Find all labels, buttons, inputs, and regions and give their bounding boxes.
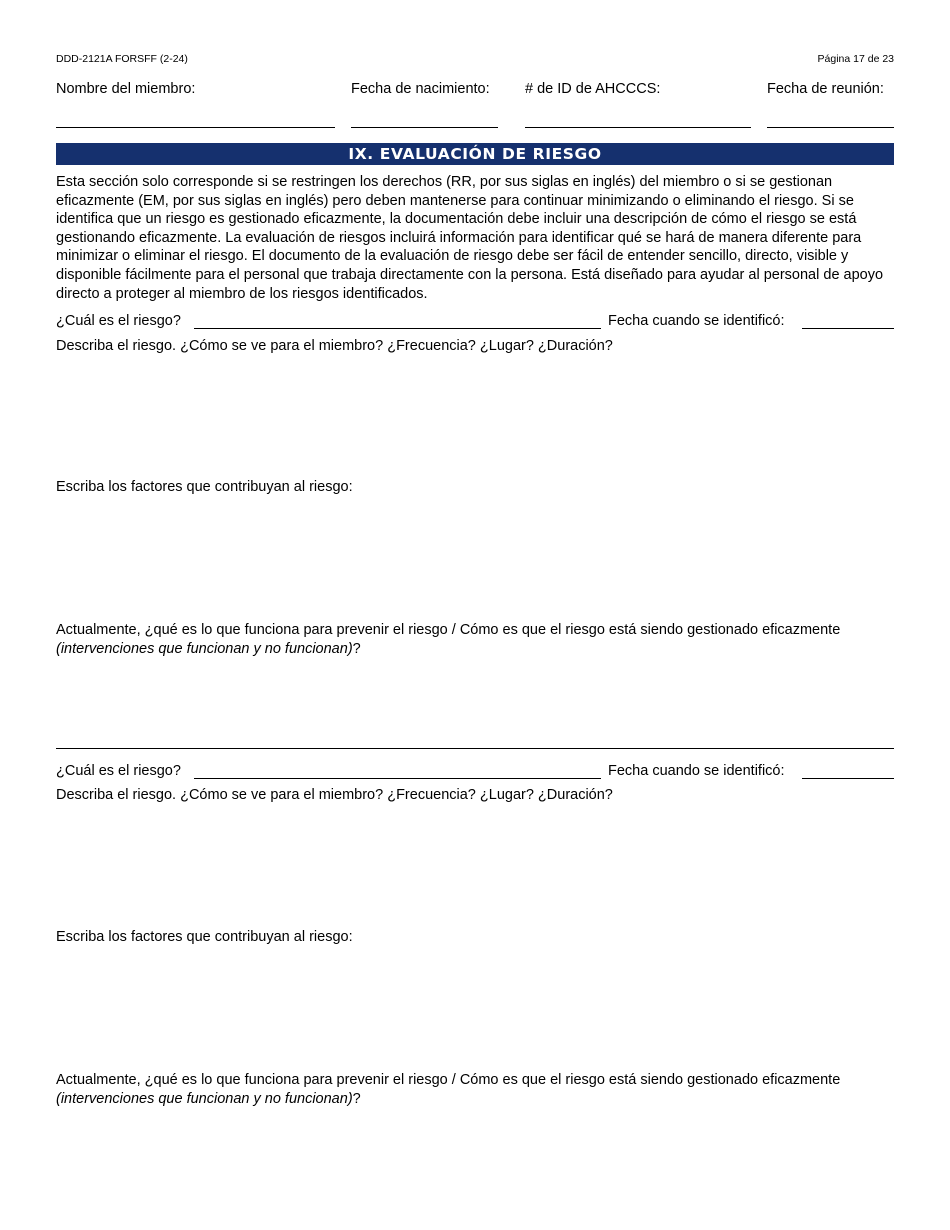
risk-date-field[interactable] bbox=[802, 328, 894, 329]
form-code: DDD-2121A FORSFF (2-24) bbox=[56, 53, 188, 65]
section-intro: Esta sección solo corresponde si se restringen los derechos (RR, por sus siglas en inglés) del miembro o si se gestionan eficazmente (EM, por sus siglas en inglés) pero deben mantenerse para continuar minimizando o eliminando el riesgo. Si se identifica que un riesgo es gestionado eficazmente, la documentación debe incluir una descripción de cómo el riesgo se está gestionando eficazmente. La evaluación de riesgos incluirá información para identificar qué se hará de manera diferente para minimizar o eliminar el riesgo. El documento de la evaluación de riesgo debe ser fácil de entender sencillo, directo, visible y disponible fácilmente para el personal que trabaja directamente con la persona. Está diseñado para ayudar al personal de apoyo directo a proteger al miembro de los riesgos identificados. bbox=[56, 174, 884, 302]
describe-risk-label: Describa el riesgo. ¿Cómo se ve para el miembro? ¿Frecuencia? ¿Lugar? ¿Duración? bbox=[56, 338, 613, 354]
risk-field[interactable] bbox=[194, 328, 601, 329]
prevention-question-note: (intervenciones que funcionan y no funcionan) bbox=[56, 640, 353, 657]
describe-risk-field[interactable] bbox=[56, 360, 894, 475]
birth-date-label: Fecha de nacimiento: bbox=[351, 81, 490, 97]
factors-field[interactable] bbox=[56, 950, 894, 1065]
prevention-question bbox=[56, 1071, 906, 1108]
factors-label: Escriba los factores que contribuyan al riesgo: bbox=[56, 929, 353, 945]
risk-date-field[interactable] bbox=[802, 778, 894, 779]
prevention-field[interactable] bbox=[56, 1112, 894, 1202]
risk-date-label: Fecha cuando se identificó: bbox=[608, 313, 785, 329]
meeting-date-field[interactable] bbox=[767, 127, 894, 128]
prevention-question-mark: ? bbox=[352, 640, 361, 657]
section-title: IX. EVALUACIÓN DE RIESGO bbox=[56, 143, 894, 165]
factors-field[interactable] bbox=[56, 500, 894, 615]
factors-label: Escriba los factores que contribuyan al riesgo: bbox=[56, 479, 353, 495]
risk-question-label: ¿Cuál es el riesgo? bbox=[56, 763, 181, 779]
risk-date-label: Fecha cuando se identificó: bbox=[608, 763, 785, 779]
prevention-question-note: (intervenciones que funcionan y no funcionan) bbox=[56, 1090, 353, 1107]
describe-risk-label: Describa el riesgo. ¿Cómo se ve para el miembro? ¿Frecuencia? ¿Lugar? ¿Duración? bbox=[56, 787, 613, 803]
block-divider bbox=[56, 748, 894, 749]
prevention-question bbox=[56, 621, 906, 658]
ahcccs-id-label: # de ID de AHCCCS: bbox=[525, 81, 661, 97]
meeting-date-label: Fecha de reunión: bbox=[767, 81, 884, 97]
prevention-question-text: Actualmente, ¿qué es lo que funciona para prevenir el riesgo / Cómo es que el riesgo está siendo gestionado eficazmente bbox=[56, 1072, 841, 1088]
birth-date-field[interactable] bbox=[351, 127, 498, 128]
member-name-label: Nombre del miembro: bbox=[56, 81, 196, 97]
page-number: Página 17 de 23 bbox=[817, 53, 894, 65]
ahcccs-id-field[interactable] bbox=[525, 127, 751, 128]
risk-question-label: ¿Cuál es el riesgo? bbox=[56, 313, 181, 329]
prevention-question-mark: ? bbox=[352, 1090, 361, 1107]
prevention-question-text: Actualmente, ¿qué es lo que funciona para prevenir el riesgo / Cómo es que el riesgo está siendo gestionado eficazmente bbox=[56, 622, 841, 638]
risk-field[interactable] bbox=[194, 778, 601, 779]
member-name-field[interactable] bbox=[56, 127, 335, 128]
describe-risk-field[interactable] bbox=[56, 810, 894, 925]
prevention-field[interactable] bbox=[56, 662, 894, 744]
